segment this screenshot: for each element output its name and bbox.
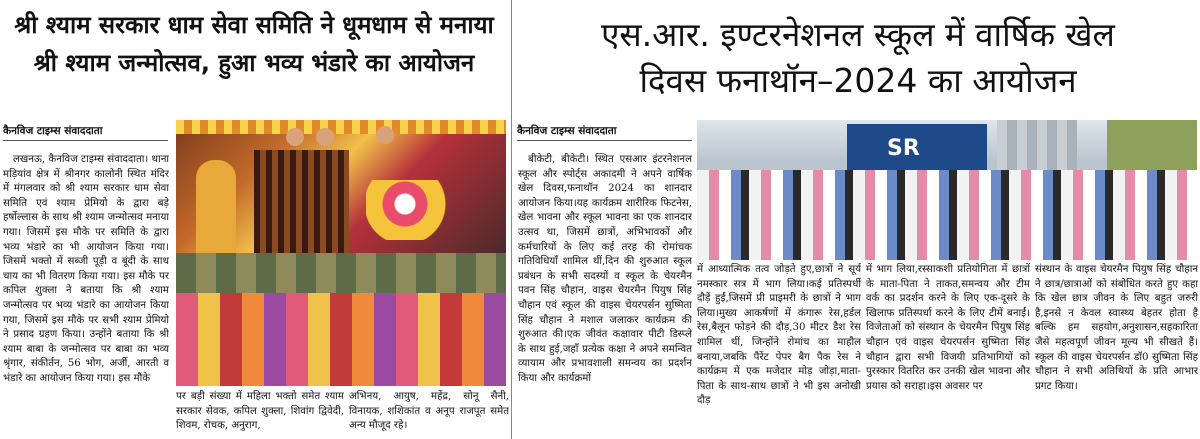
left-byline: कैनविज टाइम्स संवाददाता xyxy=(3,124,168,141)
right-story-text-2: में आध्यात्मिक तत्व जोड़ते हुए,छात्रों ने सूर्य नमस्कार सत्र में भाग लिया।कई प्रतिस्पर्धी दौड़ें हुईं,जिसमें प्री प्राइमरी के छात्रों ने भाग लिया।मुख्य आकर्षणों में कंगारू रेस,हर्डल रेस,बैलून फोड़ने की दौड़,30 मीटर डैश रेस शामिल थीं, जिन्होंने रोमांच का माहौल बनाया,जबकि पैरेंट पेपर बैग पैक रेस ने कार्यक्रम में एक मजेदार मोड़ जोड़ा,माता-पिता के साथ-साथ छात्रों ने भी इस अनोखी दौड़ xyxy=(697,264,861,407)
temple-photo xyxy=(176,120,506,253)
right-story-text-3: में भाग लिया,रस्साकशी प्रतियोगिता में छात्रों के माता-पिता ने ताकत,समन्वय और टीम वर्क का प्रदर्शन करने के लिए एक-दूसरे के खिलाफ प्रतिस्पर्धा करने के लिए टीमें बनाईं।विजेताओं को संस्थान के चेयरमैन पियुष सिंह चौहान एवं वाइस चेयरपर्सन सुष्मिता सिंह चौहान द्वारा सभी विजयी प्रतिभागियों को पुरस्कार वितरित कर उनकी खेल भावना और प्रयास को सराहा।इस अवसर पर xyxy=(866,264,1030,392)
right-headline xyxy=(516,12,1200,104)
idol-flowers xyxy=(366,180,496,240)
background-banner xyxy=(176,253,506,293)
left-story-text-1: लखनऊ, कैनविज टाइम्स संवाददाता। थाना मड़ियांव क्षेत्र में श्रीनगर कालोनी स्थित मंदिर में मंगलवार को श्री श्याम सरकार धाम सेवा समिति एवं श्याम प्रेमियो के द्वारा बड़े हर्षोल्लास के साथ श्री श्याम जन्मोत्सव मनाया गया। जिसमें इस मौके पर समिति के द्वारा भव्य भंडारे का भी आयोजन किया गया। जिसमें भक्तो में सब्जी पूड़ी व बूंदी के साथ चाय का भी वितरण किया गया। इस मौके पर कपिल शुक्ला ने बताया कि श्री श्याम जन्मोत्सव पर भव्य भंडारे का आयोजन किया गया, जिसमें इस मौके पर सभी श्याम प्रेमियो ने प्रसाद ग्रहण किया। उन्होंने बताया कि श्री श्याम बाबा के जन्मोत्सव पर बाबा का भव्य श्रृंगार, संकीर्तन, 56 भोग, अर्जी, आरती व भंडारे का आयोजन किया गया। इस मौके xyxy=(3,154,169,384)
right-story-text-1: बीकेटी, बीकेटी। स्थित एसआर इंटरनेशनल स्कूल और स्पोर्ट्स अकादमी ने अपने वार्षिक खेल दिवस,फनाथॉन 2024 का शानदार आयोजन किया।यह कार्यक्रम शारीरिक फिटनेस, खेल भावना और स्कूल भावना का एक शानदार उत्सव था, जिसमें छात्रों, अभिभावकों और कर्मचारियों के लिए कई तरह की रोमांचक गतिविधियाँ शामिल थीं,दिन की शुरुआत स्कूल प्रबंधन के सभी सदस्यों व स्कूल के चेयरमैन पवन सिंह चौहान, वाइस चेयरमैन पियुष सिंह चौहान एवं स्कूल की वाइस चेयरपर्सन सुष्मिता सिंह चौहान ने मशाल जलाकर कार्यक्रम की शुरुआत की।एक जीवंत कक्षावार पीटी डिस्प्ले के साथ हुई,जहाँ प्रत्येक कक्षा ने अपने समन्वित व्यायाम और प्रभावशाली समन्वय का प्रदर्शन किया और कार्यक्रमों xyxy=(518,154,692,384)
left-story-column-3 xyxy=(349,390,509,436)
right-headline-line2: दिवस फनाथॉन–2024 का आयोजन xyxy=(639,61,1077,100)
right-headline-line1: एस.आर. इण्टरनेशनल स्कूल में वार्षिक खेल xyxy=(601,15,1115,54)
right-byline: कैनविज टाइम्स संवाददाता xyxy=(517,124,692,141)
temple-grill xyxy=(254,150,349,253)
school-banner-text: SR xyxy=(887,136,920,161)
crowd-of-women xyxy=(176,293,506,386)
person-head xyxy=(376,126,394,144)
right-story-column-3 xyxy=(866,263,1030,435)
devotee-figure xyxy=(196,160,236,253)
right-story-column-1 xyxy=(518,153,692,435)
school-group-photo xyxy=(697,120,1197,260)
left-story-column-1 xyxy=(3,153,169,435)
left-story-column-2 xyxy=(176,390,344,436)
group-of-students xyxy=(697,170,1197,260)
person-head xyxy=(316,128,334,146)
school-banner xyxy=(847,124,987,176)
right-story-text-4: संस्थान के वाइस चेयरमैन पियुष सिंह चौहान ने छात्र/छात्राओं को संबोधित करते हुए कहा कि खेल छात्र जीवन के लिए बहुत जरुरी है,इनसे न केवल स्वास्थ्य बेहतर होता है बल्कि हम सहयोग,अनुशासन,सहकारिता जैसे महत्वपूर्ण जीवन मूल्य भी सीखते हैं।स्कूल की वाइस चेयरपर्सन डॉ0 सुष्मिता सिंह चौहान ने सभी अतिथियों के प्रति आभार प्रगट किया। xyxy=(1035,264,1198,392)
right-story-column-4 xyxy=(1035,263,1198,435)
right-story-column-2 xyxy=(697,263,861,435)
left-story-text-2: पर बड़ी संख्या में महिला भक्तो समेत श्याम सरकार सेवक, कपिल शुक्ला, शिवांग द्विवेदी, शिवम, रोचक, अनुराग, xyxy=(176,391,344,432)
left-story-text-3: अभिनय, आयुष, महेंद्र, सोनू सैनी, विनायक, शशिकांत व अनूप राजपूत समेत अन्य मौजूद रहे। xyxy=(349,391,509,432)
left-headline xyxy=(0,6,508,82)
column-divider xyxy=(511,0,512,439)
left-headline-line1: श्री श्याम सरकार धाम सेवा समिति ने धूमधाम से मनाया xyxy=(14,11,494,39)
left-headline-line2: श्री श्याम जन्मोत्सव, हुआ भव्य भंडारे का आयोजन xyxy=(33,49,475,77)
flower-garland-decoration xyxy=(176,120,506,134)
person-head xyxy=(286,128,304,146)
devotees-photo xyxy=(176,253,506,386)
